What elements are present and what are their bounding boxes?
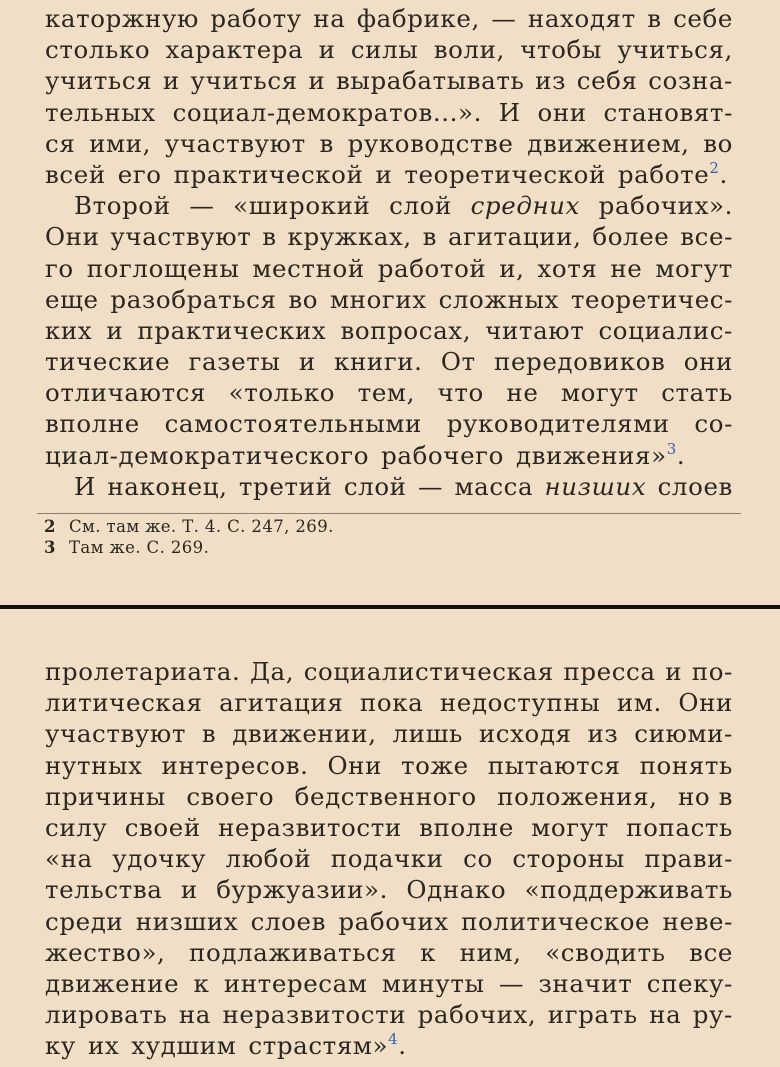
text-line — [45, 159, 733, 190]
word: теоретической — [404, 159, 606, 189]
text-line — [45, 999, 733, 1030]
word: движением, — [527, 128, 690, 158]
text-line — [45, 1030, 733, 1061]
word: рабочих». — [598, 191, 733, 221]
word: силы — [350, 35, 419, 65]
text-line — [45, 718, 733, 749]
word: подлаживаться — [189, 937, 397, 967]
word: ся — [45, 128, 76, 158]
word: и, — [499, 253, 525, 283]
text-line — [45, 190, 733, 221]
text-line — [45, 968, 733, 999]
word: третий — [238, 471, 333, 501]
punctuation: . — [719, 159, 728, 189]
word: в — [422, 222, 438, 252]
punctuation: . — [398, 1031, 407, 1061]
word: им. — [616, 688, 662, 718]
word: наконец, — [107, 471, 228, 501]
footnote-3 — [44, 537, 734, 558]
footnote-number: 2 — [44, 517, 56, 536]
word: и — [180, 875, 198, 905]
word: находят — [527, 4, 636, 33]
footnote-ref-link[interactable]: 2 — [709, 158, 720, 177]
word: участвуют — [164, 128, 306, 158]
text-line — [45, 3, 733, 34]
word: не — [506, 378, 539, 408]
word: играть — [547, 1000, 638, 1030]
word: могут — [561, 378, 639, 408]
text-line — [45, 843, 733, 874]
footnotes — [44, 516, 734, 558]
word: чтобы — [520, 35, 602, 65]
word: передовиков — [494, 347, 666, 377]
word: политическое — [461, 906, 651, 936]
word: рабочих — [338, 906, 449, 936]
word: фабрике, — [356, 4, 480, 33]
word: учиться — [190, 66, 298, 96]
word: слой — [389, 191, 452, 221]
word: своей — [124, 812, 201, 842]
word: Они — [327, 750, 383, 780]
word: неве- — [662, 906, 733, 936]
word: слоев — [657, 471, 733, 501]
word: «широкий — [233, 191, 371, 221]
word: руководителями — [446, 409, 670, 439]
word: могут — [531, 812, 609, 842]
word: во — [288, 284, 319, 314]
word: учиться, — [617, 35, 733, 65]
text-line — [45, 781, 733, 812]
word: буржуазии». — [216, 875, 388, 905]
word: по- — [691, 657, 733, 686]
word: литическая — [45, 688, 203, 718]
word: становят- — [603, 97, 733, 127]
word: — — [498, 968, 525, 998]
word: среди — [45, 906, 124, 936]
word: «поддерживать — [524, 875, 733, 905]
word: лишь — [392, 719, 463, 749]
word: и — [375, 159, 393, 189]
word: И — [498, 97, 521, 127]
word: самостоятельными — [164, 409, 422, 439]
word: циал-демократического — [45, 440, 370, 470]
text-line — [45, 65, 733, 96]
word: страстям»$^4$. — [248, 1030, 407, 1061]
word: рабочих, — [417, 1000, 537, 1030]
word: отличаются — [45, 378, 207, 408]
word: неразвитости — [218, 812, 402, 842]
word: И — [74, 471, 96, 501]
word: и — [162, 66, 180, 96]
text-line — [45, 97, 733, 128]
footnote-ref-link[interactable]: 4 — [388, 1030, 399, 1049]
word: хотя — [537, 253, 598, 283]
text-line — [45, 315, 733, 346]
main-text — [45, 3, 733, 502]
word: вполне — [419, 812, 514, 842]
text-line — [45, 128, 733, 159]
italic-word: средних — [470, 191, 580, 221]
word: рабочего — [381, 440, 504, 470]
word: пролетариата. — [45, 657, 241, 686]
word: но в — [677, 781, 733, 811]
word: вопросах, — [340, 315, 472, 345]
word: они — [683, 347, 733, 377]
word: значит — [538, 968, 633, 998]
word: практической — [173, 159, 364, 189]
footnote-2 — [44, 516, 734, 537]
word: все — [689, 937, 733, 967]
word: учиться — [45, 66, 153, 96]
text-line — [45, 906, 733, 937]
word: еще — [45, 284, 99, 314]
word: многих — [329, 284, 427, 314]
word: их — [87, 1031, 120, 1061]
word: все- — [680, 222, 733, 252]
word: и — [318, 35, 336, 65]
word: его — [117, 159, 162, 189]
word: Они — [45, 222, 100, 252]
word: и — [298, 347, 316, 377]
word: не — [610, 253, 643, 283]
word: стороны — [512, 844, 625, 874]
word: тем, — [357, 378, 415, 408]
word: «сводить — [545, 937, 666, 967]
word: сиюми- — [634, 719, 733, 749]
word: воли, — [433, 35, 505, 65]
footnote-rule — [37, 513, 741, 514]
word: газеты — [188, 347, 281, 377]
italic-word: низших — [544, 471, 647, 501]
page-bottom — [0, 609, 780, 1067]
word: в — [262, 222, 277, 252]
text-line — [45, 377, 733, 408]
text-line — [45, 440, 733, 471]
word: созна- — [648, 66, 733, 96]
word: ним, — [459, 937, 522, 967]
word: тельных — [45, 97, 156, 127]
word: недоступны — [439, 688, 601, 718]
word: из — [587, 719, 619, 749]
word: — — [417, 471, 444, 501]
word: всей — [45, 159, 106, 189]
word: жество», — [45, 937, 166, 967]
text-line — [45, 687, 733, 718]
word: — — [491, 4, 517, 33]
word: поглощены — [86, 253, 240, 283]
word: характера — [165, 35, 304, 65]
word: со- — [694, 409, 733, 439]
word: От — [440, 347, 476, 377]
word: го — [45, 253, 74, 283]
word: нутных — [45, 750, 143, 780]
word: Однако — [406, 875, 507, 905]
word: вполне — [45, 409, 140, 439]
word: минуты — [381, 968, 485, 998]
word: ку — [45, 1031, 76, 1061]
word: участвуют — [45, 719, 186, 749]
word: вырабатывать — [336, 66, 525, 96]
word: практических — [137, 315, 327, 345]
word: на — [313, 4, 346, 33]
word: слоев — [250, 906, 326, 936]
word: лировать — [45, 1000, 168, 1030]
text-line — [45, 346, 733, 377]
text-line — [45, 812, 733, 843]
word: и — [665, 657, 683, 686]
word: худшим — [131, 1031, 237, 1061]
word: неразвитости — [222, 1000, 407, 1030]
word: движения»$^3$. — [515, 439, 686, 470]
word: себя — [576, 66, 638, 96]
word: любой — [225, 844, 312, 874]
word: масса — [454, 471, 534, 501]
punctuation: . — [676, 440, 686, 470]
word: участвуют — [110, 222, 252, 252]
word: тические — [45, 347, 171, 377]
word: что — [437, 378, 484, 408]
footnote-number: 3 — [44, 538, 56, 557]
word: могут — [655, 253, 733, 283]
word: низших — [135, 906, 239, 936]
word: Второй — [74, 191, 171, 221]
footnote-ref-link[interactable]: 3 — [666, 439, 677, 458]
word: попасть — [626, 812, 733, 842]
text-line — [45, 937, 733, 968]
word: бедственного — [294, 781, 477, 811]
word: в — [319, 128, 334, 158]
word: пока — [359, 688, 424, 718]
word: интересам — [223, 968, 368, 998]
word: местной — [252, 253, 365, 283]
word: на — [178, 1000, 211, 1030]
word: удочку — [112, 844, 207, 874]
word: тельства — [45, 875, 163, 905]
word: к — [420, 937, 437, 967]
word: ру- — [692, 1000, 733, 1030]
word: к — [193, 968, 210, 998]
word: агитации, — [447, 222, 582, 252]
word: более — [592, 222, 670, 252]
word: кружках, — [287, 222, 412, 252]
word: пресса — [563, 657, 656, 686]
word: читают — [485, 315, 585, 345]
word: столько — [45, 35, 151, 65]
word: социалистическая — [303, 657, 554, 686]
word: ими, — [89, 128, 152, 158]
word: «на — [45, 844, 93, 874]
word: сложных — [438, 284, 559, 314]
footnote-text: Там же. С. 269. — [69, 538, 210, 557]
word: стать — [661, 378, 733, 408]
word: работу — [210, 4, 302, 33]
word: работой — [377, 253, 487, 283]
word: каторжную — [45, 4, 199, 33]
text-line — [45, 471, 733, 502]
word: слой — [343, 471, 407, 501]
text-line — [45, 408, 733, 439]
word: движении, — [232, 719, 377, 749]
text-line — [45, 656, 733, 687]
footnote-text: См. там же. Т. 4. С. 247, 269. — [69, 517, 334, 536]
word: пытаются — [487, 750, 621, 780]
word: тоже — [401, 750, 469, 780]
text-line — [45, 253, 733, 284]
text-line — [45, 750, 733, 781]
word: ких — [45, 315, 93, 345]
main-text — [45, 656, 733, 1061]
word: своего — [186, 781, 275, 811]
word: со — [463, 844, 493, 874]
word: себе — [673, 4, 733, 33]
word: причины — [45, 781, 166, 811]
word: социал-демократов...». — [172, 97, 483, 127]
word: теоретичес- — [570, 284, 733, 314]
word: работе$^2$. — [617, 158, 728, 189]
text-line — [45, 284, 733, 315]
word: книги. — [334, 347, 423, 377]
word: разобраться — [110, 284, 277, 314]
text-line — [45, 221, 733, 252]
word: спеку- — [646, 968, 733, 998]
word: руководстве — [347, 128, 514, 158]
word: прави- — [644, 844, 733, 874]
word: Они — [678, 688, 733, 718]
text-line — [45, 874, 733, 905]
text-line — [45, 34, 733, 65]
word: на — [649, 1000, 682, 1030]
word: они — [537, 97, 587, 127]
word: Да, — [249, 657, 295, 686]
word: социалис- — [598, 315, 733, 345]
word: движение — [45, 968, 180, 998]
word: и — [106, 315, 124, 345]
word: интересов. — [161, 750, 309, 780]
word: в — [647, 4, 662, 33]
word: положения, — [497, 781, 658, 811]
word: понять — [639, 750, 733, 780]
word: «только — [228, 378, 336, 408]
word: — — [189, 191, 215, 221]
word: агитация — [219, 688, 344, 718]
word: из — [535, 66, 567, 96]
word: подачки — [330, 844, 444, 874]
word: во — [703, 128, 733, 158]
word: исходя — [478, 719, 572, 749]
word: и — [308, 66, 326, 96]
word: силу — [45, 812, 108, 842]
word: в — [201, 719, 217, 749]
